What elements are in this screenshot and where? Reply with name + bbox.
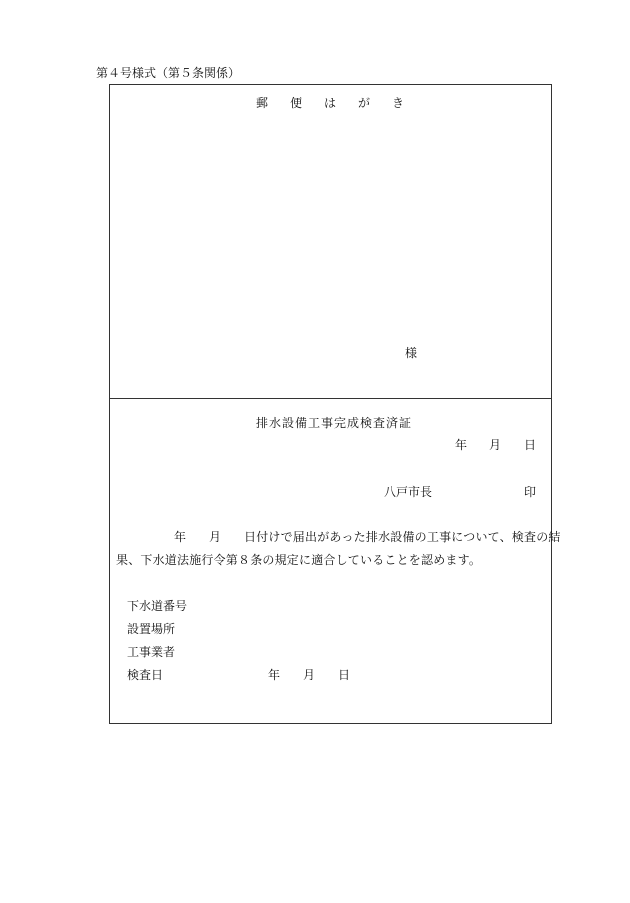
inspection-date-day: 日	[338, 668, 351, 682]
field-inspection-date: 検査日	[127, 668, 164, 682]
body-text-line1: 日付けで届出があった排水設備の工事について、検査の結	[244, 530, 561, 544]
body-year: 年	[174, 530, 187, 544]
form-number-label: 第４号様式（第５条関係）	[96, 66, 241, 80]
field-install-location: 設置場所	[127, 622, 176, 636]
issuer-name: 八戸市長	[384, 485, 433, 499]
field-contractor: 工事業者	[127, 645, 176, 659]
body-month: 月	[209, 530, 222, 544]
seal-mark: 印	[524, 485, 537, 499]
postcard-frame	[109, 84, 552, 724]
issue-date-year: 年	[455, 438, 468, 452]
recipient-honorific: 様	[405, 346, 418, 360]
field-sewer-number: 下水道番号	[127, 599, 188, 613]
issue-date-day: 日	[524, 438, 537, 452]
section-divider	[109, 398, 552, 399]
postcard-title: 郵便はがき	[256, 96, 427, 110]
issue-date-month: 月	[489, 438, 502, 452]
inspection-date-year: 年	[268, 668, 281, 682]
certificate-title: 排水設備工事完成検査済証	[256, 416, 413, 430]
inspection-date-month: 月	[303, 668, 316, 682]
body-text-line2: 果、下水道法施行令第８条の規定に適合していることを認めます。	[116, 553, 482, 567]
